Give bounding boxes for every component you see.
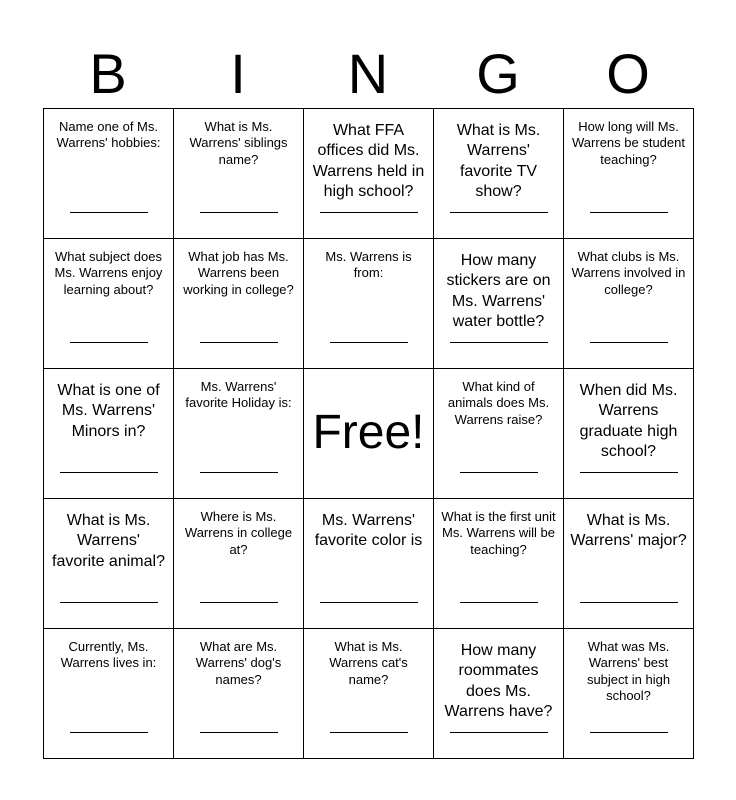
answer-line: [330, 732, 408, 733]
bingo-cell-i1[interactable]: [174, 109, 304, 239]
answer-line: [200, 602, 278, 603]
cell-question: What is Ms. Warrens' favorite TV show?: [456, 122, 541, 200]
bingo-cell-n5[interactable]: [304, 629, 434, 759]
cell-question: What job has Ms. Warrens been working in college?: [183, 249, 294, 297]
bingo-cell-g5[interactable]: [434, 629, 564, 759]
bingo-cell-i3[interactable]: [174, 369, 304, 499]
bingo-cell-b1[interactable]: [44, 109, 174, 239]
cell-question: Name one of Ms. Warrens' hobbies:: [56, 119, 161, 151]
bingo-cell-n1[interactable]: [304, 109, 434, 239]
cell-question: Ms. Warrens is from:: [325, 249, 412, 281]
answer-line: [580, 472, 678, 473]
answer-line: [590, 212, 668, 213]
header-letter-b: B: [89, 42, 127, 105]
bingo-cell-g3[interactable]: [434, 369, 564, 499]
cell-question: Where is Ms. Warrens in college at?: [184, 509, 293, 557]
cell-question: How long will Ms. Warrens be student teaching?: [572, 119, 685, 167]
bingo-cell-o4[interactable]: [564, 499, 694, 629]
bingo-grid: [43, 108, 694, 759]
cell-question: Ms. Warrens' favorite color is: [314, 512, 423, 550]
bingo-cell-b4[interactable]: [44, 499, 174, 629]
cell-question: What is Ms. Warrens cat's name?: [329, 639, 408, 687]
bingo-cell-g4[interactable]: [434, 499, 564, 629]
free-space-label: Free!: [312, 405, 425, 459]
answer-line: [590, 732, 668, 733]
header-letter-o: O: [606, 42, 650, 105]
bingo-cell-n4[interactable]: [304, 499, 434, 629]
bingo-cell-b2[interactable]: [44, 239, 174, 369]
bingo-cell-g1[interactable]: [434, 109, 564, 239]
cell-question: What kind of animals does Ms. Warrens raise?: [447, 379, 550, 427]
answer-line: [450, 212, 548, 213]
cell-question: What clubs is Ms. Warrens involved in college?: [571, 249, 686, 297]
cell-question: How many stickers are on Ms. Warrens' water bottle?: [446, 252, 551, 330]
answer-line: [330, 342, 408, 343]
bingo-header: [43, 40, 693, 108]
header-letter-n: N: [347, 42, 389, 105]
answer-line: [320, 602, 418, 603]
cell-question: What was Ms. Warrens' best subject in high school?: [586, 639, 671, 704]
answer-line: [60, 472, 158, 473]
cell-question: What FFA offices did Ms. Warrens held in high school?: [312, 122, 425, 200]
bingo-cell-o3[interactable]: [564, 369, 694, 499]
answer-line: [580, 602, 678, 603]
cell-question: How many roommates does Ms. Warrens have?: [444, 642, 553, 720]
answer-line: [200, 212, 278, 213]
bingo-cell-o2[interactable]: [564, 239, 694, 369]
answer-line: [590, 342, 668, 343]
cell-question: What is Ms. Warrens' favorite animal?: [52, 512, 165, 570]
cell-question: Ms. Warrens' favorite Holiday is:: [185, 379, 292, 411]
header-letter-g: G: [476, 42, 520, 105]
bingo-cell-free[interactable]: [304, 369, 434, 499]
cell-question: What is Ms. Warrens' major?: [570, 512, 687, 550]
answer-line: [70, 212, 148, 213]
answer-line: [320, 212, 418, 213]
bingo-cell-b3[interactable]: [44, 369, 174, 499]
cell-question: What are Ms. Warrens' dog's names?: [195, 639, 282, 687]
answer-line: [450, 732, 548, 733]
answer-line: [450, 342, 548, 343]
cell-question: When did Ms. Warrens graduate high school?: [579, 382, 678, 460]
cell-question: What is the first unit Ms. Warrens will be teaching?: [441, 509, 556, 557]
bingo-cell-o5[interactable]: [564, 629, 694, 759]
bingo-cell-i4[interactable]: [174, 499, 304, 629]
bingo-cell-i5[interactable]: [174, 629, 304, 759]
answer-line: [70, 342, 148, 343]
answer-line: [460, 602, 538, 603]
bingo-cell-i2[interactable]: [174, 239, 304, 369]
answer-line: [200, 732, 278, 733]
bingo-cell-b5[interactable]: [44, 629, 174, 759]
answer-line: [460, 472, 538, 473]
header-letter-i: I: [230, 42, 246, 105]
cell-question: What is one of Ms. Warrens' Minors in?: [57, 382, 160, 440]
answer-line: [60, 602, 158, 603]
bingo-cell-g2[interactable]: [434, 239, 564, 369]
bingo-cell-o1[interactable]: [564, 109, 694, 239]
answer-line: [200, 342, 278, 343]
answer-line: [70, 732, 148, 733]
cell-question: What is Ms. Warrens' siblings name?: [189, 119, 288, 167]
cell-question: Currently, Ms. Warrens lives in:: [60, 639, 157, 671]
bingo-cell-n2[interactable]: [304, 239, 434, 369]
answer-line: [200, 472, 278, 473]
cell-question: What subject does Ms. Warrens enjoy learning about?: [54, 249, 163, 297]
